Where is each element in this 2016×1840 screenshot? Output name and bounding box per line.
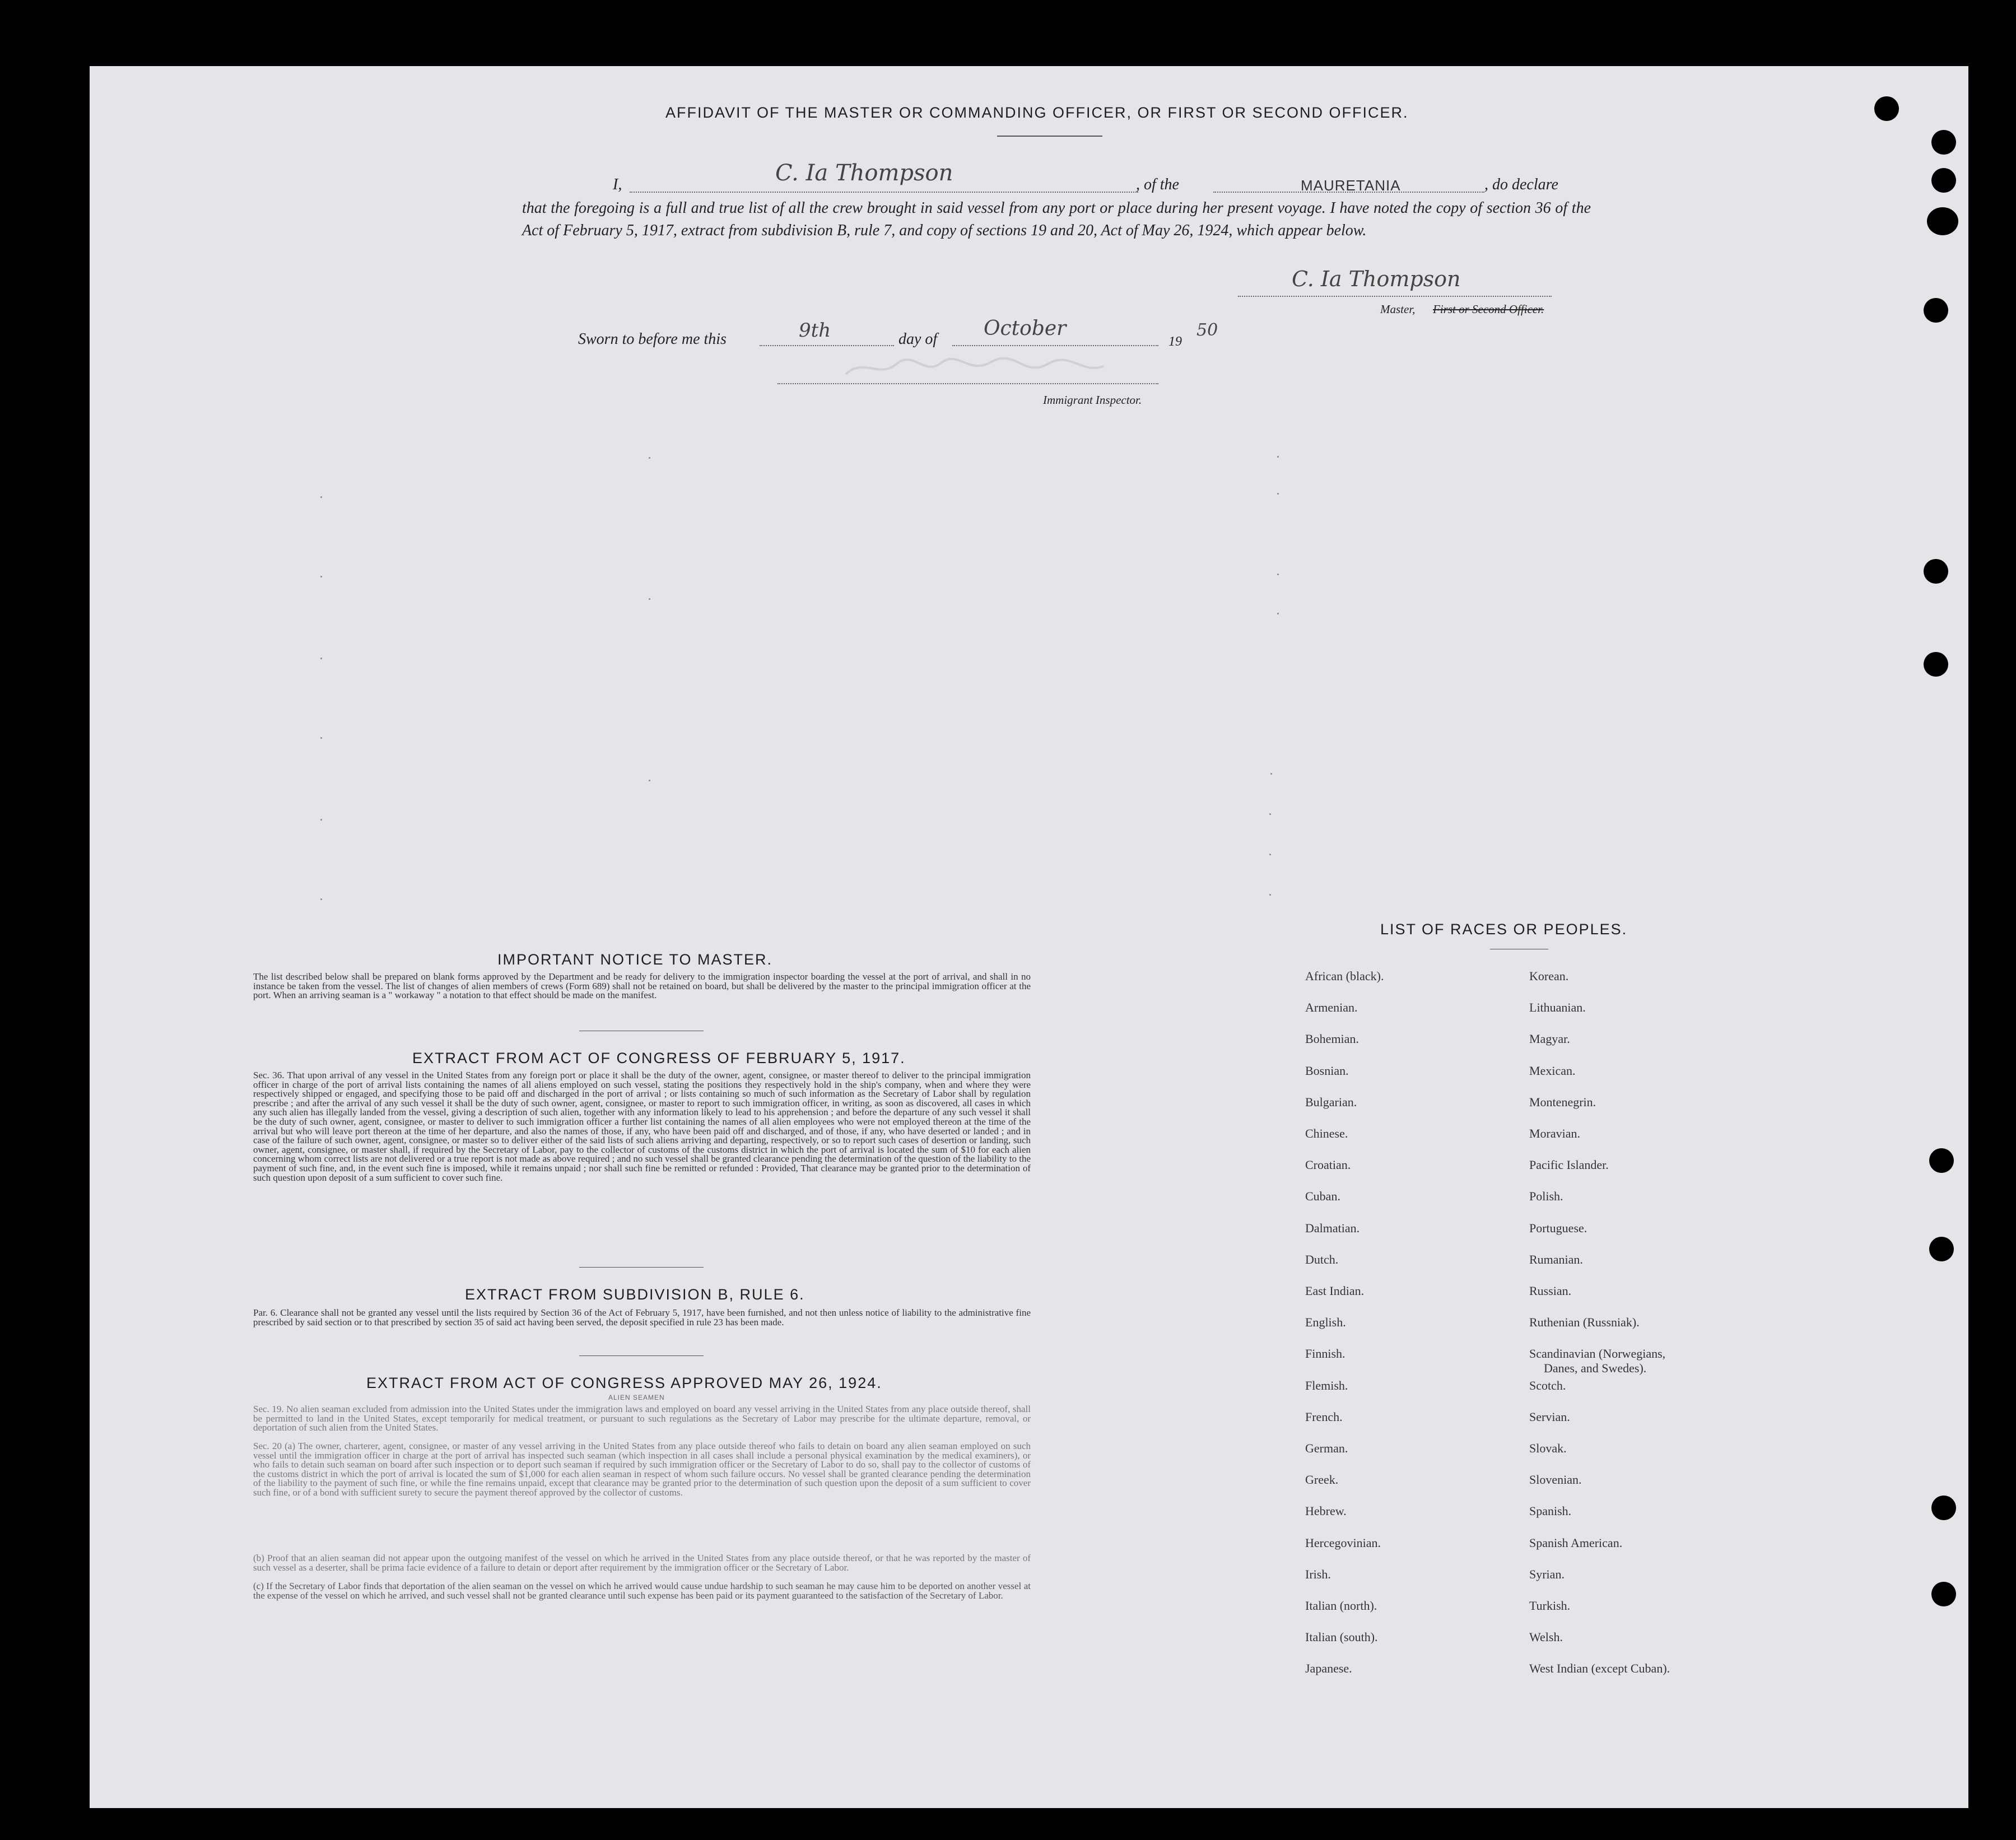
inspector-signature-line — [777, 383, 1158, 384]
extract-1917-text: Sec. 36. That upon arrival of any vessel in the United States from any foreign port or place it shall be the duty of the owner, agent, consignee, or master thereof to deliver to the principal immigration officer in charge of the port of arrival lists containing the names of all aliens employed on such vessel, stating the positions they respectively hold in the ship's company, when and where they were respectively shipped or engaged, and specifying those to be paid off and discharged in the port of arrival ; or lists containing so much of such information as the Secretary of Labor shall by regulation prescribe ; and after the arrival of any such vessel it shall be the duty of such owner, agent, consignee, or master to report to such immigration officer, in writing, as soon as discovered, all cases in which any such alien has illegally landed from the vessel, giving a description of such alien, together with any information likely to lead to his apprehension ; and before the departure of any such vessel it shall be the duty of such owner, agent, consignee, or master to deliver to such immigration officer a further list containing the names of all alien employees who were not employed thereon at the time of the arrival but who will leave port thereon at the time of her departure, and also the names of those, if any, who have been paid off and discharged, and of those, if any, who have deserted or landed ; and in case of the failure of such owner, agent, consignee, or master so to deliver either of the said lists of such aliens arriving and departing, respectively, or so to report such cases of desertion or landing, such owner, agent, consignee, or master shall, if required by the Secretary of Labor, pay to the collector of customs of the customs district in which the port of arrival is located the sum of $10 for each alien concerning whom correct lists are not delivered or a true report is not made as above required ; and no such vessel shall be granted clearance pending the determination of the question of the liability to the payment of such fine, and, in the event such fine is imposed, while it remains unpaid ; nor shall such fine be remitted or refunded : Provided, That clearance may be granted prior to the determination of such question upon deposit of a sum sufficient to cover such fine. — [253, 1070, 1031, 1183]
race-item: Moravian. — [1529, 1126, 1581, 1140]
race-item: Bohemian. — [1305, 1032, 1359, 1046]
race-item: Italian (south). — [1305, 1630, 1378, 1644]
dot-mark — [1277, 456, 1279, 458]
declaration-text: that the foregoing is a full and true list of all the crew brought in said vessel from any port or place during her present voyage. I have noted the copy of section 36 of the Act of February 5, 1917, extract from subdivision B, rule 7, and copy of sections 19 and 20, Act of May 26, 1924, which appear below. — [522, 199, 1591, 239]
declarant-name-line — [630, 192, 1138, 193]
punch-hole — [1931, 130, 1956, 155]
dot-mark — [320, 819, 322, 821]
sworn-day-line — [760, 345, 894, 346]
race-item: Dutch. — [1305, 1252, 1339, 1266]
dot-mark — [1270, 773, 1272, 775]
punch-hole — [1924, 652, 1948, 677]
dot-mark — [649, 598, 650, 600]
race-item: East Indian. — [1305, 1284, 1365, 1298]
punch-hole — [1924, 298, 1948, 323]
race-item: Cuban. — [1305, 1189, 1340, 1203]
race-item: Ruthenian (Russniak). — [1529, 1315, 1640, 1329]
extract-1924-title: EXTRACT FROM ACT OF CONGRESS APPROVED MAY 26, 1924. — [366, 1375, 882, 1391]
dot-mark — [649, 780, 650, 781]
race-item: Montenegrin. — [1529, 1095, 1596, 1109]
dot-mark — [1269, 894, 1271, 896]
race-item: Welsh. — [1529, 1630, 1563, 1644]
sec20b-text: (b) Proof that an alien seaman did not appear upon the outgoing manifest of the vessel on which he arrived in the United States from any place outside thereof, or that he was reported by the master of such vessel as a deserter, shall be prima facie evidence of a failure to detain or deport after requirement by the immigration officer or the Secretary of Labor. — [253, 1553, 1031, 1573]
sworn-label: Sworn to before me this — [578, 330, 727, 348]
dot-mark — [320, 576, 322, 577]
race-item: Spanish American. — [1529, 1536, 1623, 1550]
sworn-month-line — [952, 345, 1158, 346]
race-item: German. — [1305, 1441, 1348, 1455]
punch-hole — [1927, 207, 1958, 235]
master-signature: C. Ia Thompson — [1292, 267, 1461, 291]
race-item: Scotch. — [1529, 1378, 1566, 1392]
extract-1917-title: EXTRACT FROM ACT OF CONGRESS OF FEBRUARY 5, 1917. — [412, 1050, 906, 1066]
dot-mark — [1277, 493, 1279, 495]
race-item: French. — [1305, 1410, 1343, 1424]
dot-mark — [320, 496, 322, 498]
race-item: Hebrew. — [1305, 1504, 1347, 1518]
struck-officer-label: First or Second Officer. — [1433, 302, 1544, 316]
rule6-divider — [579, 1355, 704, 1356]
sec19-text: Sec. 19. No alien seaman excluded from admission into the United States under the immigration laws and employed on board any vessel arriving in the United States from any place outside thereof, shall be permitted to land in the United States, except temporarily for medical treatment, or pursuant to such regulations as the Secretary of Labor may prescribe for the ultimate departure, removal, or deportation of such alien from the United States. — [253, 1404, 1031, 1433]
punch-hole — [1931, 1582, 1956, 1606]
punch-hole — [1929, 1148, 1954, 1173]
race-item: West Indian (except Cuban). — [1529, 1661, 1670, 1675]
sworn-day: 9th — [799, 319, 831, 342]
year-suffix: 50 — [1196, 320, 1218, 340]
race-item: Russian. — [1529, 1284, 1572, 1298]
race-item: Slovak. — [1529, 1441, 1567, 1455]
inspector-label: Immigrant Inspector. — [1043, 393, 1142, 407]
race-item: Lithuanian. — [1529, 1000, 1586, 1014]
notice-title: IMPORTANT NOTICE TO MASTER. — [497, 951, 773, 968]
dot-mark — [1277, 574, 1279, 575]
dot-mark — [1277, 613, 1279, 614]
master-label: Master, — [1380, 302, 1416, 316]
race-item: Flemish. — [1305, 1378, 1348, 1392]
race-item: Servian. — [1529, 1410, 1570, 1424]
race-item: Hercegovinian. — [1305, 1536, 1381, 1550]
do-declare-label: , do declare — [1484, 176, 1558, 193]
race-item: Rumanian. — [1529, 1252, 1583, 1266]
race-item: Italian (north). — [1305, 1599, 1377, 1613]
race-item: Japanese. — [1305, 1661, 1352, 1675]
race-item: Chinese. — [1305, 1126, 1348, 1140]
race-item: Armenian. — [1305, 1000, 1358, 1014]
alien-seamen-subtitle: ALIEN SEAMEN — [608, 1394, 665, 1401]
race-item: Portuguese. — [1529, 1221, 1587, 1235]
sec20a-text: Sec. 20 (a) The owner, charterer, agent, consignee, or master of any vessel arriving in the United States from any place outside thereof who fails to detain on board any alien seaman employed on such vessel until the immigration officer in charge at the port of arrival has inspected such seaman (which inspection in all cases shall include a personal physical examination by the medical examiners), or who fails to detain such seaman on board after such inspection or to deport such seaman if required by such immigration officer or the Secretary of Labor to do so, shall pay to the collector of customs of the customs district in which the port of arrival is located the sum of $1,000 for each alien seaman in respect of whom such failure occurs. No vessel shall be granted clearance pending the determination of the liability to the payment of such fine, or while the fine remains unpaid, except that clearance may be granted prior to the determination of such question upon the deposit of a sum sufficient to cover such fine, or of a bond with sufficient surety to secure the payment thereof approved by the collector of customs. — [253, 1441, 1031, 1498]
dot-mark — [320, 737, 322, 739]
declarant-signature: C. Ia Thompson — [775, 160, 953, 186]
year-prefix: 19 — [1168, 334, 1182, 349]
races-title: LIST OF RACES OR PEOPLES. — [1380, 921, 1628, 938]
of-the-label: , of the — [1136, 176, 1179, 193]
notice-text: The list described below shall be prepared on blank forms approved by the Department and be ready for delivery to the immigration inspector boarding the vessel at the port of arrival, and shall in no instance be taken from the vessel. The list of changes of alien members of crews (Form 689) shall not be retained on board, but shall be delivered by the master to the principal immigration officer at the port. When an arriving seaman is a " workaway " a notation to that effect should be made on the manifest. — [253, 971, 1031, 1000]
race-item: Korean. — [1529, 969, 1569, 983]
race-item: Polish. — [1529, 1189, 1563, 1203]
race-item: Pacific Islander. — [1529, 1158, 1609, 1172]
race-item: Greek. — [1305, 1473, 1339, 1487]
punch-hole — [1929, 1237, 1954, 1261]
dot-mark — [1269, 854, 1271, 855]
rule6-title: EXTRACT FROM SUBDIVISION B, RULE 6. — [465, 1286, 805, 1303]
race-item: Croatian. — [1305, 1158, 1351, 1172]
vessel-name: MAURETANIA — [1301, 177, 1401, 194]
punch-hole — [1931, 1496, 1956, 1520]
race-item: Magyar. — [1529, 1032, 1570, 1046]
race-item: Finnish. — [1305, 1347, 1345, 1361]
race-item: African (black). — [1305, 969, 1384, 983]
race-item: Irish. — [1305, 1567, 1331, 1581]
race-item: Mexican. — [1529, 1064, 1576, 1078]
affidavit-title: AFFIDAVIT OF THE MASTER OR COMMANDING OFFICER, OR FIRST OR SECOND OFFICER. — [665, 104, 1409, 121]
title-divider — [997, 136, 1102, 137]
race-item: Dalmatian. — [1305, 1221, 1360, 1235]
race-item: Bulgarian. — [1305, 1095, 1357, 1109]
extract-1917-divider — [579, 1267, 704, 1268]
race-item: Bosnian. — [1305, 1064, 1349, 1078]
race-item: Scandinavian (Norwegians, — [1529, 1347, 1666, 1361]
i-label: I, — [613, 176, 622, 193]
punch-hole — [1874, 96, 1899, 121]
sworn-month: October — [984, 317, 1067, 340]
race-item: Turkish. — [1529, 1599, 1571, 1613]
punch-hole — [1931, 168, 1956, 193]
punch-hole — [1924, 559, 1948, 584]
dot-mark — [649, 457, 650, 459]
dot-mark — [1269, 813, 1271, 815]
race-item: Syrian. — [1529, 1567, 1565, 1581]
race-item: English. — [1305, 1315, 1346, 1329]
day-of-label: day of — [898, 330, 938, 348]
race-item: Spanish. — [1529, 1504, 1572, 1518]
master-signature-line — [1238, 296, 1552, 297]
race-item: Slovenian. — [1529, 1473, 1582, 1487]
inspector-signature — [840, 352, 1109, 383]
rule6-text: Par. 6. Clearance shall not be granted any vessel until the lists required by Section 36 of the Act of February 5, 1917, have been furnished, and not then unless notice of liability to the administrative fine prescribed by said section or to that prescribed by section 35 of said act having been served, the deposit specified in rule 23 has been made. — [253, 1307, 1031, 1327]
dot-mark — [320, 898, 322, 900]
dot-mark — [320, 658, 322, 659]
sec20c-text: (c) If the Secretary of Labor finds that deportation of the alien seaman on the vessel on which he arrived would cause undue hardship to such seaman he may cause him to be deported on another vessel at the expense of the vessel on which he arrived, and such vessel shall not be granted clearance until such expense has been paid or its payment guaranteed to the satisfaction of the Secretary of Labor. — [253, 1581, 1031, 1601]
race-item: Danes, and Swedes). — [1544, 1361, 1647, 1375]
